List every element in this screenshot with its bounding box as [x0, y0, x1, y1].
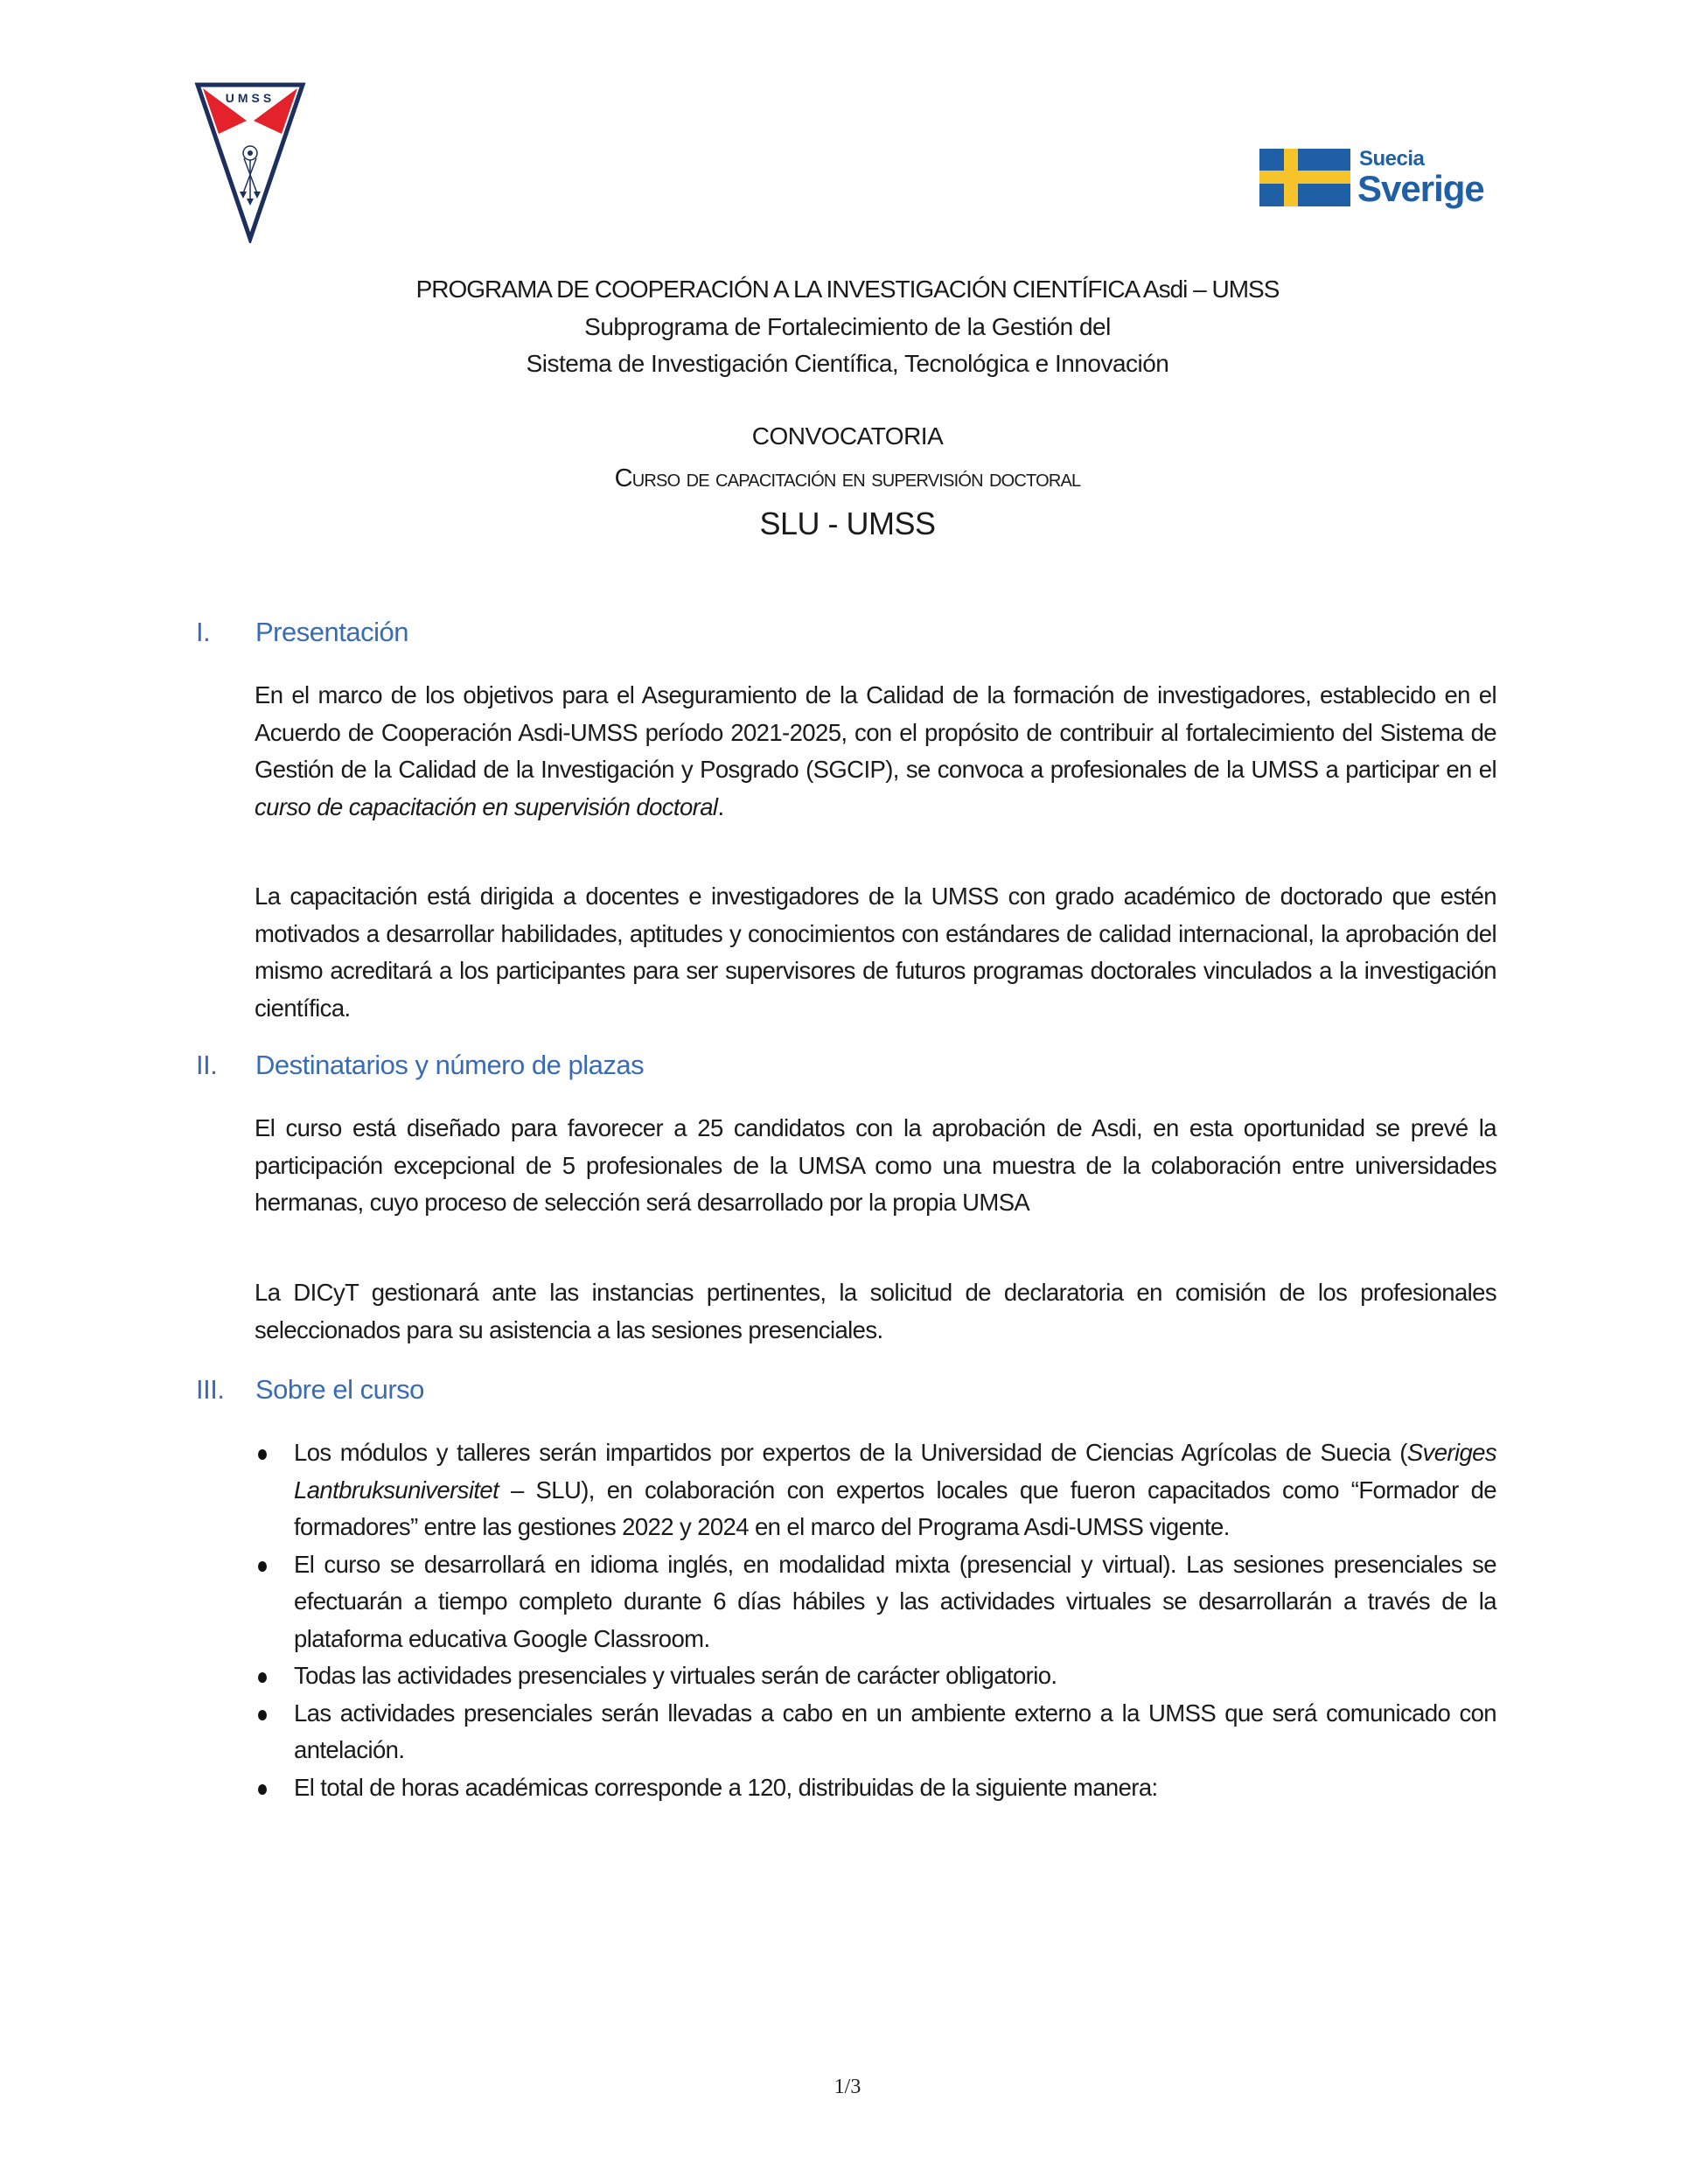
program-title: PROGRAMA DE COOPERACIÓN A LA INVESTIGACIÓN CIENTÍFICA Asdi – UMSS	[415, 276, 1280, 303]
list-item	[255, 1769, 1496, 1807]
section-number: I.	[196, 617, 211, 647]
section-title: Destinatarios y número de plazas	[255, 1050, 645, 1080]
section-heading-destinatarios	[196, 1050, 644, 1081]
section-title: Presentación	[255, 617, 408, 647]
sverige-logo-sverige: Sverige	[1357, 168, 1484, 209]
section-number: II.	[196, 1050, 218, 1080]
paragraph-italic-text: curso de capacitación en supervisión doctoral	[255, 792, 718, 820]
bullet-icon	[258, 1561, 267, 1572]
paragraph-destinatarios-1: El curso está diseñado para favorecer a 25 candidatos con la aprobación de Asdi, en esta oportunidad se prevé la participación excepcional de 5 profesionales de la UMSA como una muestra de la colaboración entre universidades hermanas, cuyo proceso de selección será desarrollado por la propia UMSA	[255, 1114, 1496, 1216]
bullet-icon	[258, 1784, 267, 1795]
list-item-italic-text: Sveriges Lantbruksuniversitet	[294, 1439, 1496, 1504]
section-heading-presentacion	[196, 617, 408, 648]
list-item	[255, 1434, 1496, 1546]
umss-logo-text: UMSS	[225, 91, 276, 105]
list-item-text: El total de horas académicas corresponde a 120, distribuidas de la siguiente manera:	[294, 1773, 1158, 1801]
list-item-text: Las actividades presenciales serán llevadas a cabo en un ambiente externo a la UMSS que será comunicado con antelación.	[294, 1699, 1496, 1763]
paragraph-text: .	[717, 792, 724, 820]
list-item	[255, 1546, 1496, 1658]
subprogram-line-2: Sistema de Investigación Científica, Tecnológica e Innovación	[526, 350, 1169, 377]
list-item-text: Todas las actividades presenciales y virtuales serán de carácter obligatorio.	[294, 1662, 1057, 1689]
umss-logo	[194, 81, 306, 243]
section-title: Sobre el curso	[255, 1374, 424, 1405]
umss-pennant-icon	[194, 81, 306, 243]
sverige-logo	[1259, 147, 1487, 217]
course-subtitle: SLU - UMSS	[759, 506, 936, 541]
page-number: 1/3	[834, 2076, 861, 2098]
bullet-icon	[258, 1672, 267, 1683]
sverige-logo-suecia: Suecia	[1359, 147, 1425, 171]
paragraph-presentacion-1	[255, 677, 1496, 826]
list-item-text: El curso se desarrollará en idioma inglés, en modalidad mixta (presencial y virtual). Las sesiones presenciales se efectuarán a tiempo completo durante 6 días hábiles y las actividades virtuales se desarrollarán a través de la plataforma educativa Google Classroom.	[294, 1550, 1496, 1652]
paragraph-text: En el marco de los objetivos para el Aseguramiento de la Calidad de la formación de investigadores, establecido en el Acuerdo de Cooperación Asdi-UMSS período 2021-2025, con el propósito de contribuir al fortalecimiento del Sistema de Gestión de la Calidad de la Investigación y Posgrado (SGCIP), se convoca a profesionales de la UMSS a participar en el	[255, 681, 1496, 783]
swedish-flag-icon	[1259, 149, 1350, 206]
course-details-list	[255, 1434, 1496, 1806]
paragraph-destinatarios-2: La DICyT gestionará ante las instancias pertinentes, la solicitud de declaratoria en comisión de los profesionales seleccionados para su asistencia a las sesiones presenciales.	[255, 1279, 1496, 1343]
list-item-text: Los módulos y talleres serán impartidos por expertos de la Universidad de Ciencias Agrícolas de Suecia (	[294, 1439, 1407, 1466]
list-item	[255, 1657, 1496, 1695]
convocatoria-title: CONVOCATORIA	[751, 422, 944, 450]
course-title: Curso de capacitación en supervisión doctoral	[614, 464, 1081, 492]
list-item-text: – SLU), en colaboración con expertos locales que fueron capacitados como “Formador de formadores” entre las gestiones 2022 y 2024 en el marco del Programa Asdi-UMSS vigente.	[294, 1476, 1496, 1540]
subprogram-line-1: Subprograma de Fortalecimiento de la Gestión del	[584, 313, 1111, 340]
bullet-icon	[258, 1449, 267, 1460]
paragraph-presentacion-2: La capacitación está dirigida a docentes e investigadores de la UMSS con grado académico de doctorado que estén motivados a desarrollar habilidades, aptitudes y conocimientos con estándares de calidad internacional, la aprobación del mismo acreditará a los participantes para ser supervisores de futuros programas doctorales vinculados a la investigación científica.	[255, 883, 1496, 1022]
bullet-icon	[258, 1710, 267, 1720]
section-heading-sobre-el-curso	[196, 1374, 424, 1406]
section-number: III.	[196, 1374, 225, 1405]
list-item	[255, 1695, 1496, 1769]
